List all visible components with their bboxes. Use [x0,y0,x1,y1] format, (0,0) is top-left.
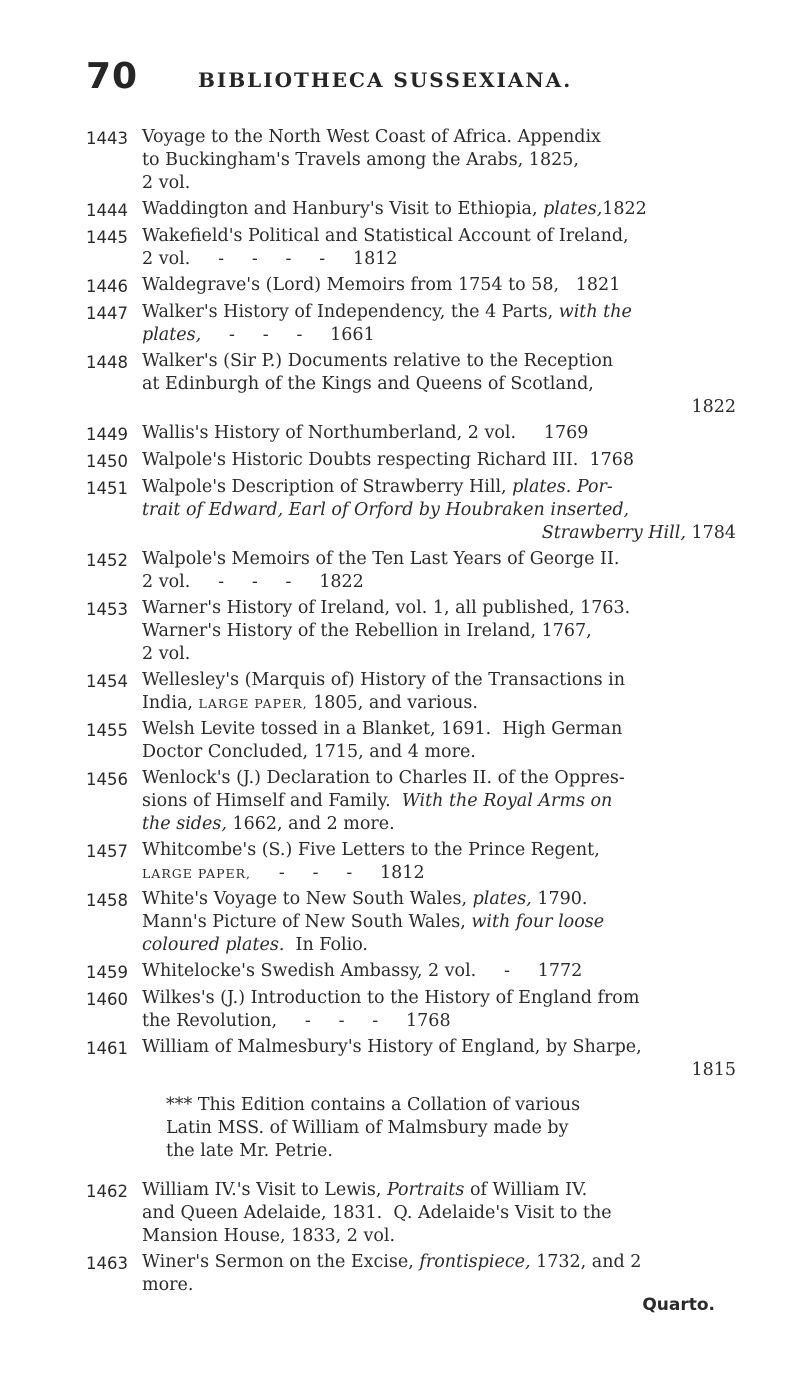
entry-number: 1462 [86,1182,128,1201]
catalogue-entry [86,476,736,545]
entry-text: Wilkes's (J.) Introduction to the History of England from the Revolution, - - - 1768 [142,988,640,1031]
entry-number: 1461 [86,1039,128,1058]
entry-text: Wellesley's (Marquis of) History of the Transactions in India, LARGE PAPER, 1805, and various. [142,670,626,713]
entry-number: 1453 [86,600,128,619]
catalogue-entry [86,422,736,446]
entry-number: 1454 [86,672,128,691]
entry-text: Walpole's Historic Doubts respecting Richard III. 1768 [142,450,634,470]
catalogue-entries [86,126,736,1300]
entry-text: William of Malmesbury's History of England, by Sharpe, 1815 [142,1037,736,1080]
catalogue-entry [86,718,736,764]
entry-number: 1463 [86,1254,128,1273]
catalogue-entry [86,225,736,271]
entry-number: 1460 [86,990,128,1009]
entry-text: Welsh Levite tossed in a Blanket, 1691. High German Doctor Concluded, 1715, and 4 more. [142,719,623,762]
catalogue-entry [86,301,736,347]
entry-number: 1452 [86,551,128,570]
catalogue-entry [86,987,736,1033]
catalogue-entry [86,449,736,473]
catalogue-entry [86,1251,736,1297]
entry-number: 1443 [86,129,128,148]
entry-text: Whitcombe's (S.) Five Letters to the Prince Regent, LARGE PAPER, - - - 1812 [142,840,600,883]
catalogue-entry [86,1036,736,1082]
entry-text: Waddington and Hanbury's Visit to Ethiopia, plates,1822 [142,199,647,219]
entry-text: Walker's (Sir P.) Documents relative to the Reception at Edinburgh of the Kings and Queens of Scotland, 1822 [142,351,736,417]
catalogue-entry [86,126,736,195]
entry-number: 1446 [86,277,128,296]
catalogue-entry [86,960,736,984]
catalogue-entry [86,350,736,419]
entry-number: 1459 [86,963,128,982]
page-header [86,56,726,106]
entry-number: 1456 [86,770,128,789]
running-head: BIBLIOTHECA SUSSEXIANA. [198,68,573,92]
catalogue-entry [86,548,736,594]
entry-text: Walpole's Memoirs of the Ten Last Years of George II. 2 vol. - - - 1822 [142,549,620,592]
entry-text: William IV.'s Visit to Lewis, Portraits of William IV. and Queen Adelaide, 1831. Q. Adelaide's Visit to the Mansion House, 1833, 2 vol. [142,1180,612,1246]
entry-number: 1449 [86,425,128,444]
entry-text: Walker's History of Independency, the 4 Parts, with the plates, - - - 1661 [142,302,632,345]
catalogue-entry [86,669,736,715]
catchword: Quarto. [642,1295,715,1315]
entry-text: Wakefield's Political and Statistical Account of Ireland, 2 vol. - - - - 1812 [142,226,629,269]
catalogue-entry [86,597,736,666]
catalogue-entry [86,1179,736,1248]
entry-number: 1458 [86,891,128,910]
entry-text: Waldegrave's (Lord) Memoirs from 1754 to 58, 1821 [142,275,621,295]
entry-number: 1447 [86,304,128,323]
edition-note: *** This Edition contains a Collation of various Latin MSS. of William of Malmsbury made by the late Mr. Petrie. [166,1095,581,1161]
catalogue-entry [86,839,736,885]
page-number: 70 [86,56,139,97]
entry-text: Wallis's History of Northumberland, 2 vol. 1769 [142,423,589,443]
entry-text: Walpole's Description of Strawberry Hill, plates. Por- trait of Edward, Earl of Orford by Houbraken inserted, Strawberry Hill, 1784 [142,477,736,543]
entry-text: Winer's Sermon on the Excise, frontispiece, 1732, and 2 more. [142,1252,642,1295]
catalogue-entry [86,767,736,836]
entry-number: 1455 [86,721,128,740]
entry-number: 1445 [86,228,128,247]
entry-number: 1444 [86,201,128,220]
entry-text: Warner's History of Ireland, vol. 1, all published, 1763. Warner's History of the Rebellion in Ireland, 1767, 2 vol. [142,598,631,664]
entry-text: Voyage to the North West Coast of Africa. Appendix to Buckingham's Travels among the Arabs, 1825, 2 vol. [142,127,601,193]
entry-text: Whitelocke's Swedish Ambassy, 2 vol. - 1772 [142,961,583,981]
entry-number: 1450 [86,452,128,471]
catalogue-entry [86,888,736,957]
entry-text: White's Voyage to New South Wales, plates, 1790. Mann's Picture of New South Wales, with four loose coloured plates. In Folio. [142,889,605,955]
entry-number: 1457 [86,842,128,861]
entry-number: 1451 [86,479,128,498]
entry-text: Wenlock's (J.) Declaration to Charles II. of the Oppres- sions of Himself and Family. With the Royal Arms on the sides, 1662, and 2 more. [142,768,625,834]
catalogue-entry [86,274,736,298]
catalogue-entry [86,198,736,222]
entry-number: 1448 [86,353,128,372]
